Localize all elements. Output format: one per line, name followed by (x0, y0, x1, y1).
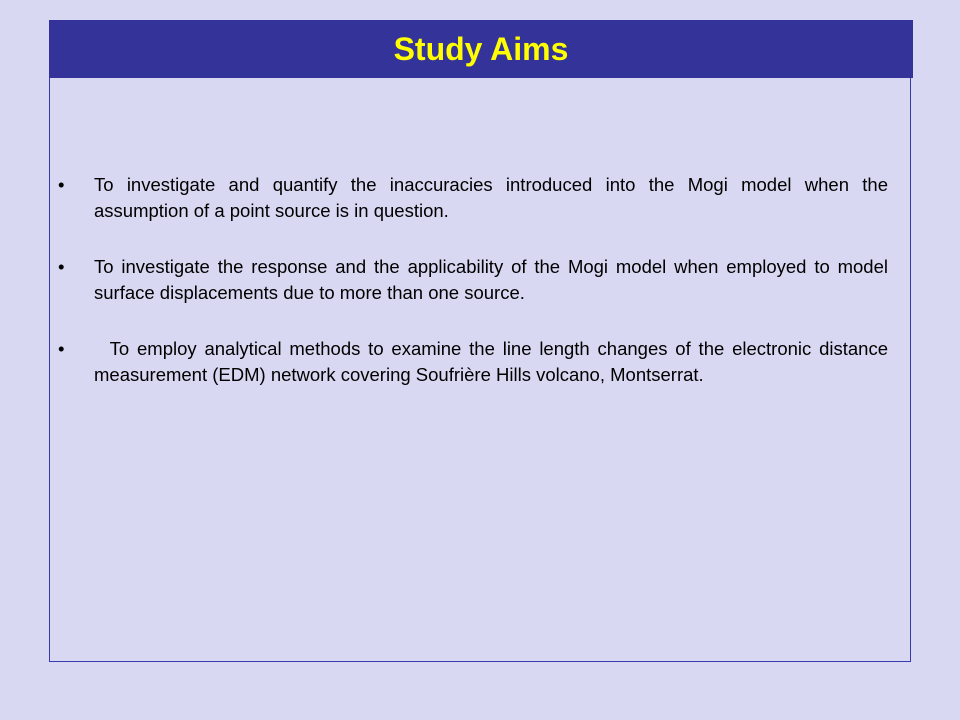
bullet-item (58, 254, 888, 306)
bullet-icon: • (58, 338, 65, 359)
bullet-icon: • (58, 256, 65, 277)
bullet-text: To employ analytical methods to examine the line length changes of the electronic distance measurement (EDM) network covering Soufrière Hills volcano, Montserrat. (94, 338, 894, 385)
bullet-text: To investigate the response and the applicability of the Mogi model when employed to model surface displacements due to more than one source. (94, 256, 888, 303)
slide-title: Study Aims (393, 31, 569, 67)
title-bar (49, 20, 913, 78)
bullet-list (58, 172, 894, 418)
bullet-item (58, 336, 894, 388)
bullet-icon: • (58, 174, 65, 195)
bullet-text: To investigate and quantify the inaccuracies introduced into the Mogi model when the assumption of a point source is in question. (94, 174, 888, 221)
bullet-item (58, 172, 888, 224)
